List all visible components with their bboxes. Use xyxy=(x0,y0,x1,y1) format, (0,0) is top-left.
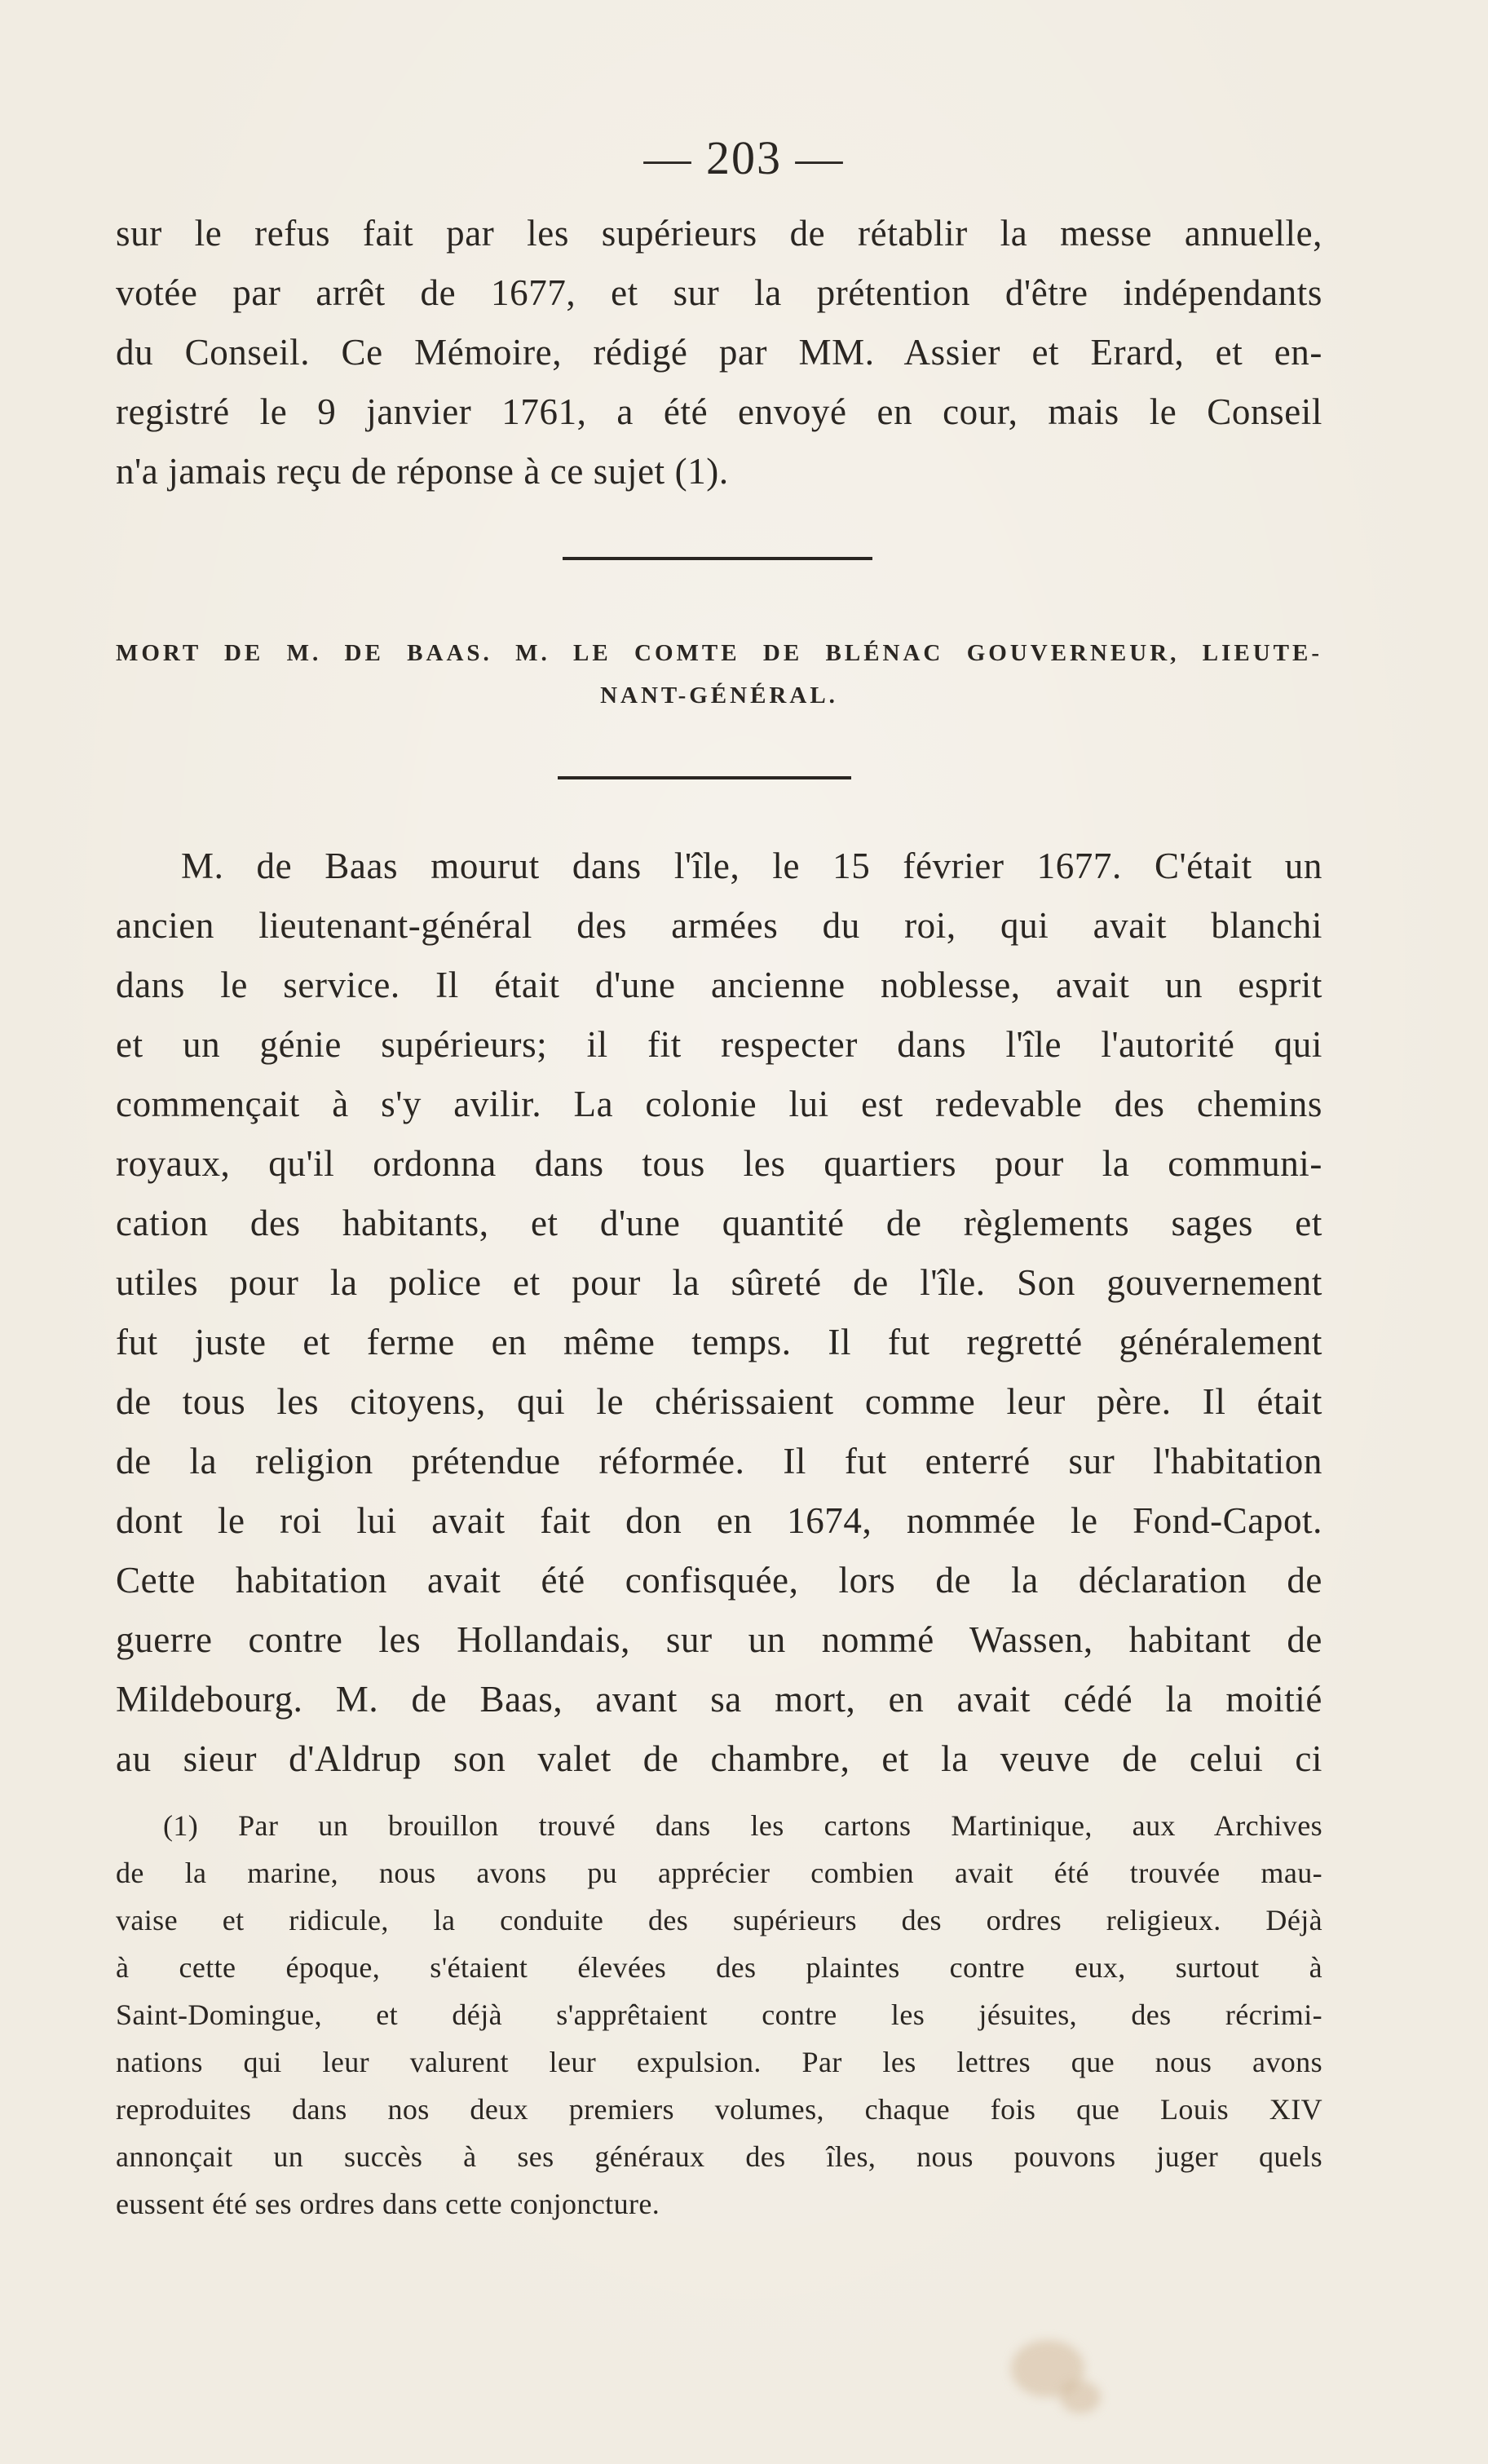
footnote xyxy=(116,1802,1322,2228)
intro-paragraph xyxy=(116,204,1322,501)
footnote-line: à cette époque, s'étaient élevées des plaintes contre eux, surtout à xyxy=(116,1951,1322,1984)
text-line: du Conseil. Ce Mémoire, rédigé par MM. Assier et Erard, et en- xyxy=(116,332,1322,373)
page-number: — 203 — xyxy=(643,131,845,184)
text-line: sur le refus fait par les supérieurs de rétablir la messe annuelle, xyxy=(116,213,1322,254)
section-heading xyxy=(116,632,1322,717)
heading-line: MORT DE M. DE BAAS. M. LE COMTE DE BLÉNAC GOUVERNEUR, LIEUTE- xyxy=(116,640,1322,666)
footnote-line: eussent été ses ordres dans cette conjoncture. xyxy=(116,2188,660,2220)
text-line: ancien lieutenant-général des armées du roi, qui avait blanchi xyxy=(116,905,1322,946)
text-line: commençait à s'y avilir. La colonie lui est redevable des chemins xyxy=(116,1084,1322,1124)
heading-line: NANT-GÉNÉRAL. xyxy=(600,682,838,709)
footnote-line: (1) Par un brouillon trouvé dans les cartons Martinique, aux Archives xyxy=(163,1809,1322,1842)
text-line: et un génie supérieurs; il fit respecter dans l'île l'autorité qui xyxy=(116,1024,1322,1065)
footnote-line: Saint-Domingue, et déjà s'apprêtaient contre les jésuites, des récrimi- xyxy=(116,1998,1322,2031)
text-line: utiles pour la police et pour la sûreté de l'île. Son gouvernement xyxy=(116,1262,1322,1303)
text-line: M. de Baas mourut dans l'île, le 15 février 1677. C'était un xyxy=(181,846,1322,886)
text-line: registré le 9 janvier 1761, a été envoyé en cour, mais le Conseil xyxy=(116,391,1322,432)
paper-stain xyxy=(1060,2381,1101,2413)
text-line: Cette habitation avait été confisquée, lors de la déclaration de xyxy=(116,1560,1322,1601)
text-line: Mildebourg. M. de Baas, avant sa mort, en avait cédé la moitié xyxy=(116,1679,1322,1720)
text-line: dont le roi lui avait fait don en 1674, nommée le Fond-Capot. xyxy=(116,1500,1322,1541)
section-divider xyxy=(558,776,851,779)
text-line: fut juste et ferme en même temps. Il fut regretté généralement xyxy=(116,1322,1322,1362)
text-line: cation des habitants, et d'une quantité de règlements sages et xyxy=(116,1203,1322,1243)
text-line: guerre contre les Hollandais, sur un nommé Wassen, habitant de xyxy=(116,1619,1322,1660)
text-line: royaux, qu'il ordonna dans tous les quartiers pour la communi- xyxy=(116,1143,1322,1184)
text-line: dans le service. Il était d'une ancienne noblesse, avait un esprit xyxy=(116,965,1322,1005)
text-line: au sieur d'Aldrup son valet de chambre, et la veuve de celui ci xyxy=(116,1738,1322,1779)
footnote-line: nations qui leur valurent leur expulsion. Par les lettres que nous avons xyxy=(116,2046,1322,2078)
footnote-line: reproduites dans nos deux premiers volumes, chaque fois que Louis XIV xyxy=(116,2093,1322,2126)
footnote-line: de la marine, nous avons pu apprécier combien avait été trouvée mau- xyxy=(116,1857,1322,1889)
text-line: de tous les citoyens, qui le chérissaient comme leur père. Il était xyxy=(116,1381,1322,1422)
footnote-line: vaise et ridicule, la conduite des supérieurs des ordres religieux. Déjà xyxy=(116,1904,1322,1936)
text-line: n'a jamais reçu de réponse à ce sujet (1). xyxy=(116,451,729,492)
body-paragraph xyxy=(116,837,1322,1789)
section-divider xyxy=(563,557,872,560)
footnote-line: annonçait un succès à ses généraux des îles, nous pouvons juger quels xyxy=(116,2140,1322,2173)
text-line: de la religion prétendue réformée. Il fut enterré sur l'habitation xyxy=(116,1441,1322,1481)
text-line: votée par arrêt de 1677, et sur la prétention d'être indépendants xyxy=(116,272,1322,313)
